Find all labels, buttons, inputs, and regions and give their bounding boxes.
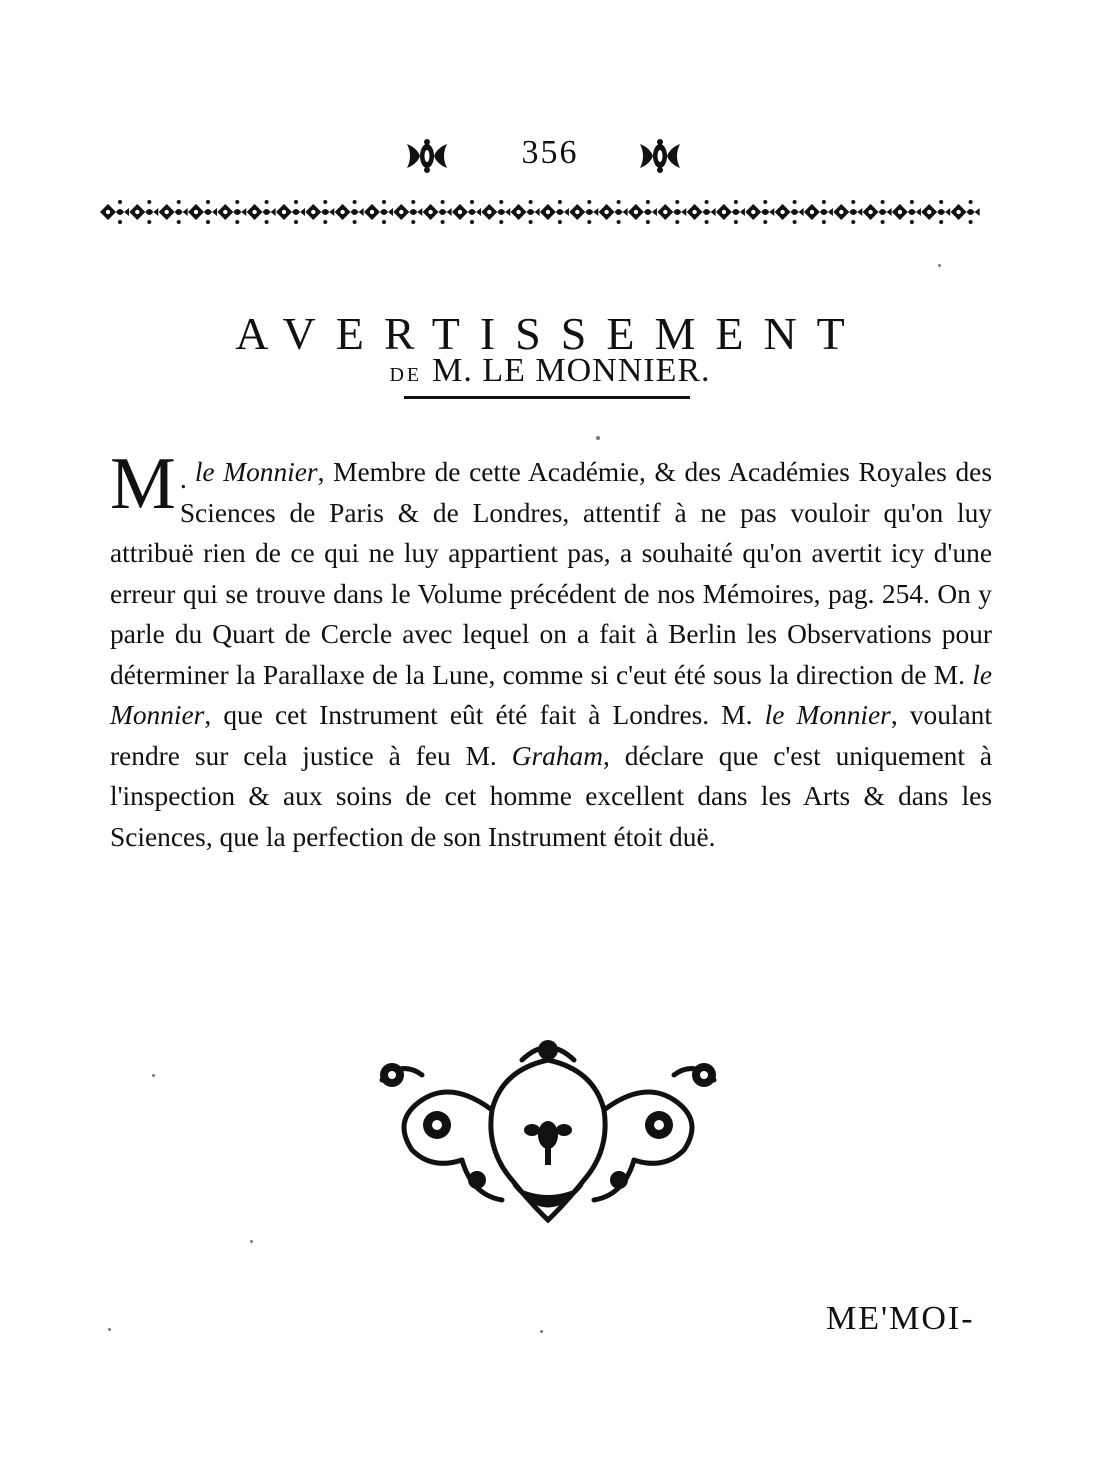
page-title: AVERTISSEMENT bbox=[235, 307, 865, 359]
print-speck bbox=[540, 1330, 543, 1333]
body-segment: , déclare que c'est uniquement à l'inspection & aux soins de cet homme excellent dans les Arts & dans les Sciences, que la perfection de son Instrument étoit duë. bbox=[110, 740, 992, 852]
drop-cap-dot: . bbox=[179, 464, 187, 495]
print-speck bbox=[108, 1328, 111, 1331]
fleuron-border-unit bbox=[452, 200, 481, 224]
fleuron-border-unit bbox=[745, 200, 774, 224]
fleuron-border-unit bbox=[775, 200, 804, 224]
body-segment: , voulant rendre sur cela justice à feu M. bbox=[110, 700, 992, 771]
fleuron-border-unit bbox=[511, 200, 540, 224]
body-segment: le Monnier bbox=[194, 457, 318, 487]
fleuron-border-unit bbox=[599, 200, 628, 224]
fleuron-border-unit bbox=[540, 200, 569, 224]
fleuron-border-unit bbox=[129, 200, 158, 224]
print-speck bbox=[938, 264, 941, 267]
fleuron-border-unit bbox=[569, 200, 598, 224]
fleuron-border-unit bbox=[159, 200, 188, 224]
subtitle-prefix: DE bbox=[389, 364, 423, 386]
fleuron-border-unit bbox=[423, 200, 452, 224]
print-speck bbox=[152, 1074, 155, 1077]
title-subtitle bbox=[250, 352, 850, 390]
catchword: ME'MOI- bbox=[826, 1300, 975, 1337]
title-rule bbox=[404, 396, 690, 399]
body-segment: le Monnier bbox=[110, 659, 992, 730]
fleuron-border-unit bbox=[687, 200, 716, 224]
fleuron-border-unit bbox=[657, 200, 686, 224]
fleuron-border-unit bbox=[276, 200, 305, 224]
body-segment: , que cet Instrument eût été fait à Londres. M. bbox=[204, 700, 765, 730]
fleuron-border-unit bbox=[188, 200, 217, 224]
fleuron-border-unit bbox=[247, 200, 276, 224]
fleuron-icon bbox=[636, 138, 684, 174]
drop-cap: M bbox=[110, 443, 176, 525]
fleuron-border-unit bbox=[716, 200, 745, 224]
fleuron-border-unit bbox=[804, 200, 833, 224]
fleuron-icon bbox=[403, 138, 451, 174]
fleuron-border-unit bbox=[335, 200, 364, 224]
fleuron-border-unit bbox=[921, 200, 950, 224]
fleuron-border-unit bbox=[217, 200, 246, 224]
print-speck bbox=[250, 1240, 253, 1243]
fleuron-border-unit bbox=[305, 200, 334, 224]
body-segment: , Membre de cette Académie, & des Académies Royales des Sciences de Paris & de Londres, attentif à ne pas vouloir qu'on luy attribuë rien de ce qui ne luy appartient pas, a souhaité qu'on avertit icy d'une erreur qui se trouve dans le Volume précédent de nos Mémoires, pag. 254. On y parle du Quart de Cercle avec lequel on a fait à Berlin les Observations pour déterminer la Parallaxe de la Lune, comme si c'eut été sous la direction de M. bbox=[110, 457, 992, 690]
fleuron-border-unit bbox=[628, 200, 657, 224]
fleuron-border-unit bbox=[863, 200, 892, 224]
print-speck bbox=[596, 436, 600, 440]
rococo-cartouche-icon bbox=[362, 1030, 734, 1230]
fleuron-border-unit bbox=[393, 200, 422, 224]
body-segment: Graham bbox=[511, 740, 604, 771]
fleuron-border-unit bbox=[481, 200, 510, 224]
subtitle-name: M. LE MONNIER. bbox=[432, 352, 711, 389]
fleuron-border-unit bbox=[364, 200, 393, 224]
fleuron-border-icon bbox=[100, 196, 980, 228]
body-paragraph bbox=[110, 443, 992, 857]
page-number: 356 bbox=[521, 134, 579, 171]
fleuron-border-unit bbox=[833, 200, 862, 224]
fleuron-border-unit bbox=[892, 200, 921, 224]
fleuron-border-unit bbox=[951, 200, 980, 224]
body-segment: le Monnier bbox=[764, 700, 891, 730]
fleuron-border-unit bbox=[100, 200, 129, 224]
